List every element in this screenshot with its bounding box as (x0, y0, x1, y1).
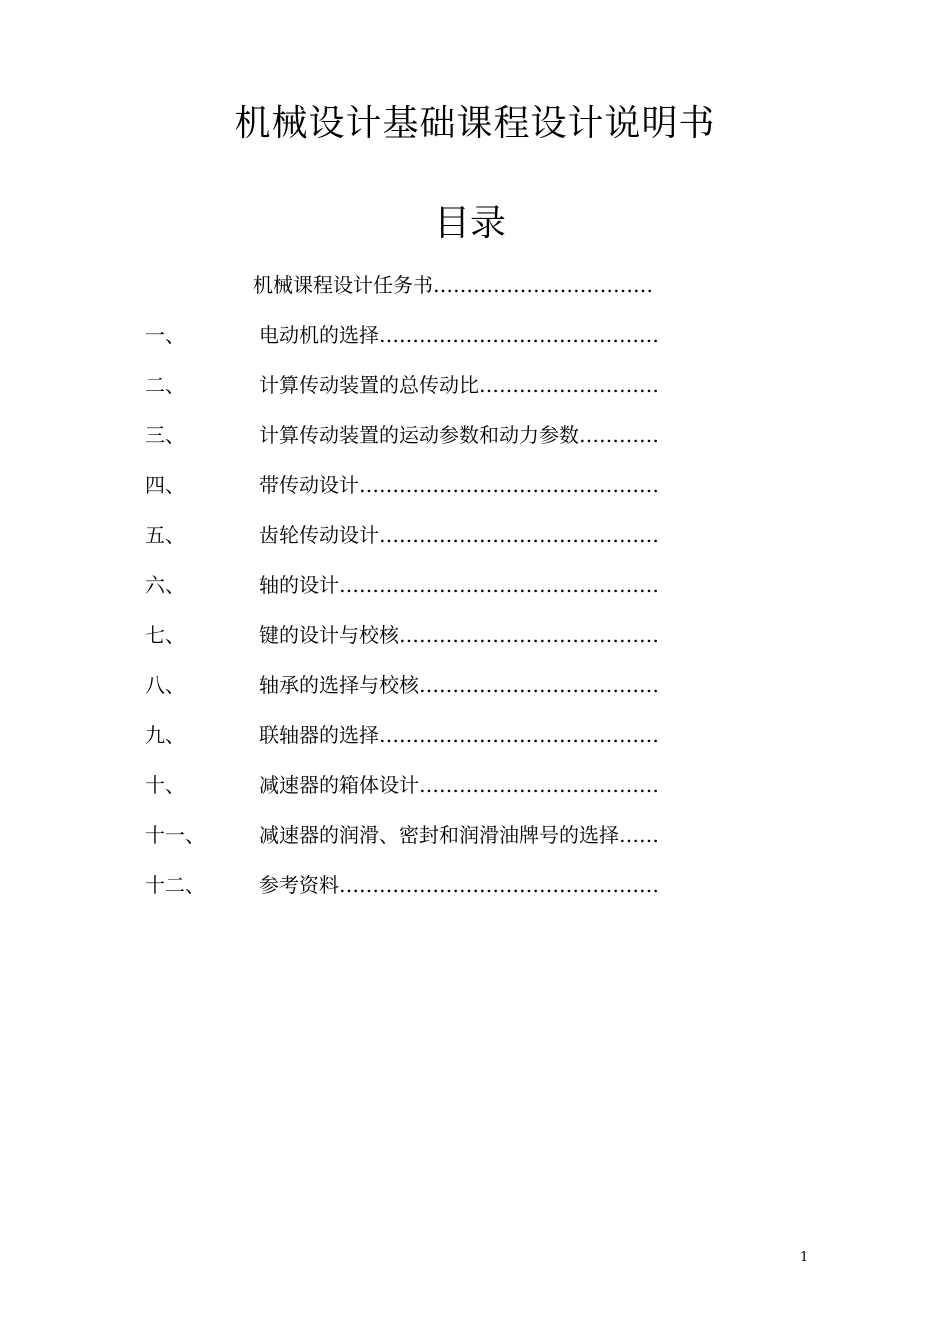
toc-item-text: 参考资料………………………………………… (259, 873, 659, 897)
toc-item-number: 八、 (145, 673, 185, 697)
toc-item-text: 计算传动装置的总传动比……………………… (259, 373, 659, 397)
toc-item-number: 二、 (145, 373, 185, 397)
toc-item (145, 370, 710, 400)
toc-item (145, 770, 710, 800)
toc-item (145, 720, 710, 750)
toc-item-text: 轴的设计………………………………………… (259, 573, 659, 597)
toc-item-number: 十一、 (145, 823, 205, 847)
toc-item-number: 三、 (145, 423, 185, 447)
toc-item-text: 减速器的箱体设计……………………………… (259, 773, 659, 797)
page-number: 1 (800, 1250, 809, 1265)
toc-item-number: 五、 (145, 523, 185, 547)
toc-item (145, 820, 710, 850)
toc-item-number: 九、 (145, 723, 185, 747)
toc-item-number: 一、 (145, 323, 185, 347)
toc-item (145, 570, 710, 600)
toc-item-number: 十二、 (145, 873, 205, 897)
toc-item-number: 四、 (145, 473, 185, 497)
toc-item (145, 620, 710, 650)
toc-item-number: 十、 (145, 773, 185, 797)
toc-item (145, 670, 710, 700)
toc-item-text: 减速器的润滑、密封和润滑油牌号的选择…… (259, 823, 659, 847)
toc-item-text: 计算传动装置的运动参数和动力参数………… (259, 423, 659, 447)
toc-item-text: 齿轮传动设计…………………………………… (259, 523, 659, 547)
toc-item (145, 470, 710, 500)
toc-heading: 目录 (433, 203, 506, 244)
toc-item (145, 320, 710, 350)
toc-item-text: 轴承的选择与校核……………………………… (259, 673, 659, 697)
toc-item (145, 420, 710, 450)
toc-item (145, 520, 710, 550)
toc-item-number: 七、 (145, 623, 185, 647)
toc-item-number: 六、 (145, 573, 185, 597)
toc-item-text: 带传动设计……………………………………… (259, 473, 659, 497)
toc-item-text: 键的设计与校核………………………………… (259, 623, 659, 647)
toc-item-text: 联轴器的选择…………………………………… (259, 723, 659, 747)
toc-item (145, 270, 710, 300)
document-title: 机械设计基础课程设计说明书 (234, 103, 716, 144)
toc-item-text: 机械课程设计任务书…………………………… (253, 273, 653, 297)
toc-item (145, 870, 710, 900)
toc-item-text: 电动机的选择…………………………………… (259, 323, 659, 347)
